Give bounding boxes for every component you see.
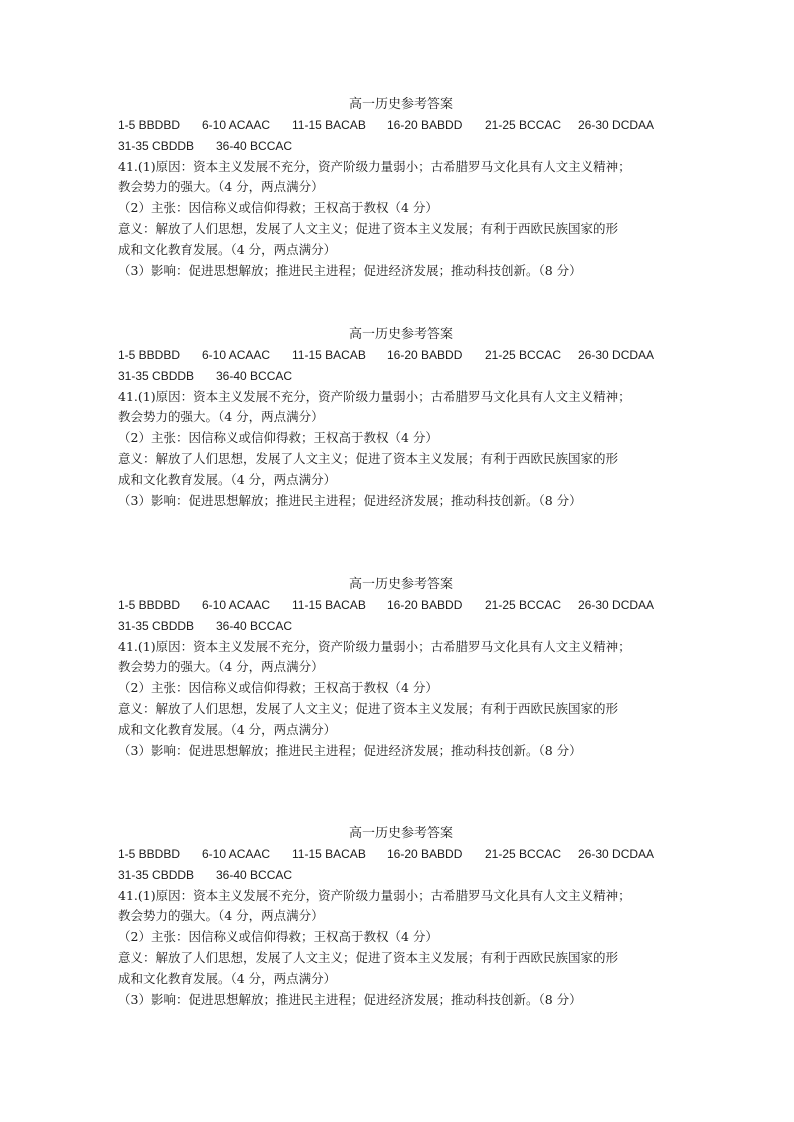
answers-row-2	[118, 366, 678, 387]
answer-group: 6-10 ACAAC	[202, 847, 271, 861]
q41-line: 41.(1)原因：资本主义发展不充分，资产阶级力量弱小；古希腊罗马文化具有人文主义精神；	[118, 887, 631, 903]
answers-row-1	[118, 844, 678, 865]
q41-line: 教会势力的强大。（4 分，两点满分）	[118, 908, 324, 924]
q41-line: （2）主张：因信称义或信仰得救；王权高于教权（4 分）	[118, 680, 438, 696]
q41-line: 成和文化教育发展。（4 分，两点满分）	[118, 721, 337, 737]
answer-key-title: 高一历史参考答案	[348, 826, 453, 841]
q41-line: 41.(1)原因：资本主义发展不充分，资产阶级力量弱小；古希腊罗马文化具有人文主义精神；	[118, 158, 631, 174]
answers-row-2	[118, 865, 678, 886]
answer-group: 6-10 ACAAC	[202, 598, 271, 612]
answer-group: 21-25 BCCAC	[485, 598, 562, 612]
answer-group: 31-35 CBDDB	[118, 618, 195, 633]
answer-group: 36-40 BCCAC	[216, 138, 293, 153]
answer-group: 16-20 BABDD	[387, 598, 463, 612]
answer-group: 11-15 BACAB	[292, 847, 366, 861]
answers-row-1	[118, 345, 678, 366]
answers-row-1	[118, 115, 678, 136]
answer-key-copy-2	[118, 325, 678, 511]
answer-group: 11-15 BACAB	[292, 348, 366, 362]
answer-group: 26-30 DCDAA	[578, 847, 655, 861]
answer-group: 1-5 BBDBD	[118, 118, 181, 132]
answer-group: 21-25 BCCAC	[485, 118, 562, 132]
answer-group: 21-25 BCCAC	[485, 847, 562, 861]
answer-key-title: 高一历史参考答案	[348, 97, 453, 112]
q41-line: 教会势力的强大。（4 分，两点满分）	[118, 179, 324, 195]
answer-key-copy-4	[118, 824, 678, 1010]
answer-key-copy-3	[118, 575, 678, 761]
q41-line: 41.(1)原因：资本主义发展不充分，资产阶级力量弱小；古希腊罗马文化具有人文主义精神；	[118, 638, 631, 654]
q41-line: 41.(1)原因：资本主义发展不充分，资产阶级力量弱小；古希腊罗马文化具有人文主义精神；	[118, 388, 631, 404]
answer-group: 31-35 CBDDB	[118, 867, 195, 882]
answer-group: 31-35 CBDDB	[118, 138, 195, 153]
q41-line: （2）主张：因信称义或信仰得救；王权高于教权（4 分）	[118, 929, 438, 945]
answers-row-1	[118, 595, 678, 616]
q41-line: （2）主张：因信称义或信仰得救；王权高于教权（4 分）	[118, 200, 438, 216]
q41-line: （3）影响：促进思想解放；推进民主进程；促进经济发展；推动科技创新。（8 分）	[118, 262, 582, 278]
q41-line: （3）影响：促进思想解放；推进民主进程；促进经济发展；推动科技创新。（8 分）	[118, 492, 582, 508]
q41-line: （2）主张：因信称义或信仰得救；王权高于教权（4 分）	[118, 430, 438, 446]
q41-line: 成和文化教育发展。（4 分，两点满分）	[118, 471, 337, 487]
answer-group: 36-40 BCCAC	[216, 618, 293, 633]
answer-key-title: 高一历史参考答案	[348, 577, 453, 592]
answer-group: 26-30 DCDAA	[578, 598, 655, 612]
q41-line: 成和文化教育发展。（4 分，两点满分）	[118, 970, 337, 986]
answer-key-copy-1	[118, 95, 678, 281]
q41-line: 意义：解放了人们思想，发展了人文主义；促进了资本主义发展；有利于西欧民族国家的形	[118, 450, 619, 466]
answer-group: 16-20 BABDD	[387, 348, 463, 362]
answer-group: 6-10 ACAAC	[202, 118, 271, 132]
answer-group: 11-15 BACAB	[292, 118, 366, 132]
answer-group: 16-20 BABDD	[387, 847, 463, 861]
q41-line: 成和文化教育发展。（4 分，两点满分）	[118, 241, 337, 257]
answer-group: 11-15 BACAB	[292, 598, 366, 612]
q41-line: 教会势力的强大。（4 分，两点满分）	[118, 409, 324, 425]
q41-line: （3）影响：促进思想解放；推进民主进程；促进经济发展；推动科技创新。（8 分）	[118, 991, 582, 1007]
answers-row-2	[118, 616, 678, 637]
answers-row-2	[118, 136, 678, 157]
q41-line: （3）影响：促进思想解放；推进民主进程；促进经济发展；推动科技创新。（8 分）	[118, 742, 582, 758]
answer-group: 1-5 BBDBD	[118, 598, 181, 612]
answer-group: 6-10 ACAAC	[202, 348, 271, 362]
answer-group: 26-30 DCDAA	[578, 348, 655, 362]
answer-group: 31-35 CBDDB	[118, 368, 195, 383]
answer-group: 26-30 DCDAA	[578, 118, 655, 132]
answer-group: 1-5 BBDBD	[118, 847, 181, 861]
answer-group: 1-5 BBDBD	[118, 348, 181, 362]
q41-line: 意义：解放了人们思想，发展了人文主义；促进了资本主义发展；有利于西欧民族国家的形	[118, 700, 619, 716]
answer-group: 36-40 BCCAC	[216, 867, 293, 882]
answer-key-title: 高一历史参考答案	[348, 327, 453, 342]
answer-group: 16-20 BABDD	[387, 118, 463, 132]
q41-line: 教会势力的强大。（4 分，两点满分）	[118, 659, 324, 675]
q41-line: 意义：解放了人们思想，发展了人文主义；促进了资本主义发展；有利于西欧民族国家的形	[118, 220, 619, 236]
answer-group: 36-40 BCCAC	[216, 368, 293, 383]
q41-line: 意义：解放了人们思想，发展了人文主义；促进了资本主义发展；有利于西欧民族国家的形	[118, 949, 619, 965]
answer-group: 21-25 BCCAC	[485, 348, 562, 362]
